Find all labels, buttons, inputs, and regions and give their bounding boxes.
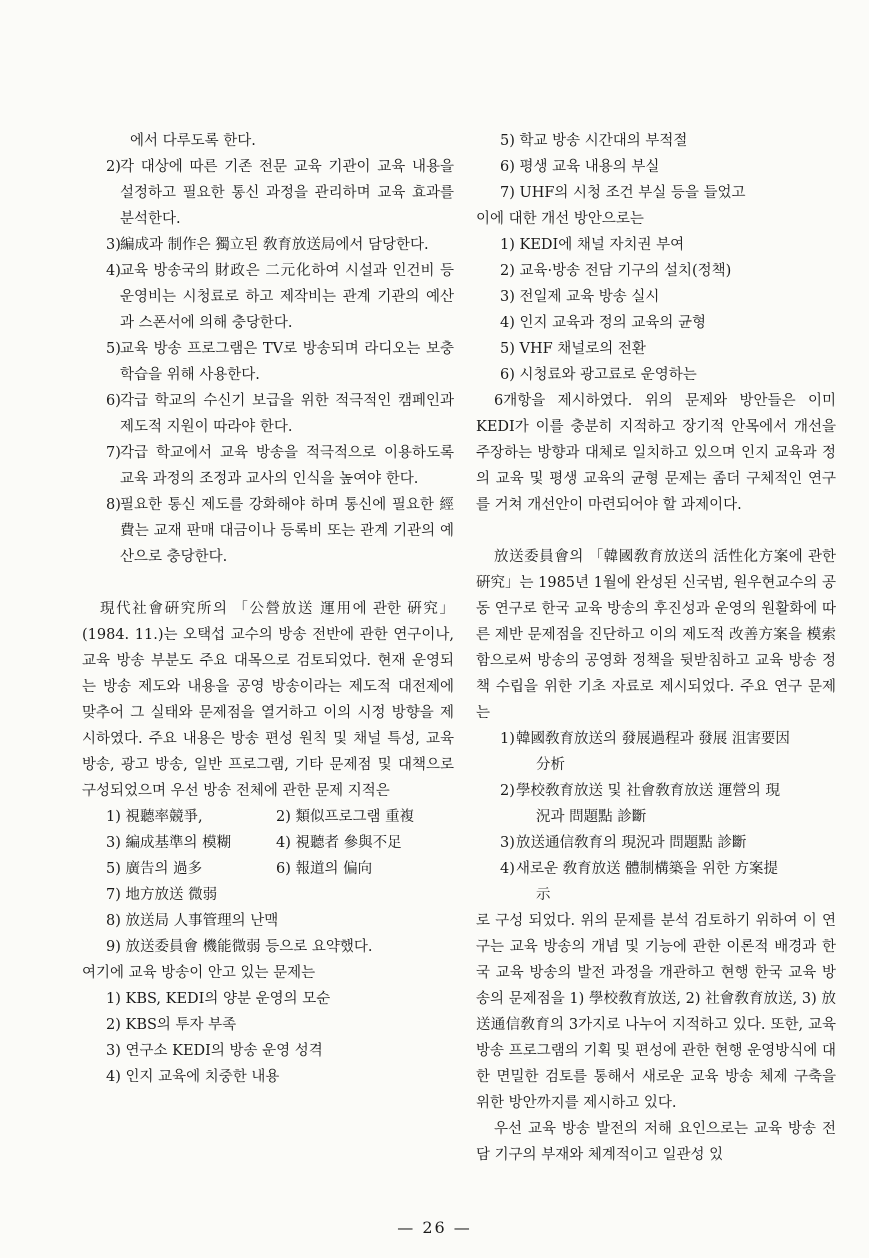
item-text-continuation: 分析	[536, 757, 565, 773]
item-number: 6)	[106, 393, 121, 409]
list-item: 1) KEDI에 채널 자치권 부여	[500, 237, 685, 253]
list-item: 5) 廣告의 過多	[106, 861, 203, 877]
list-item: 6) 報道의 偏向	[276, 861, 373, 877]
list-item: 2) 교육·방송 전담 기구의 설치(정책)	[500, 263, 732, 279]
item-number: 2)	[500, 783, 515, 799]
list-item: 7) 地方放送 微弱	[106, 887, 218, 903]
item-text: 각급 학교의 수신기 보급을 위한 적극적인 캠페인과 제도적 지원이 따라야 한다.	[120, 393, 454, 435]
list-item	[82, 492, 454, 570]
list-item: 3) 전일제 교육 방송 실시	[500, 289, 660, 305]
list-item: 2) KBS의 투자 부족	[106, 1017, 237, 1033]
list-item: 1) KBS, KEDI의 양분 운영의 모순	[106, 991, 331, 1007]
item-text: 교육 방송국의 財政은 二元化하여 시설과 인건비 등 운영비는 시청료로 하고 제작비는 관계 기관의 예산과 스폰서에 의해 충당한다.	[120, 263, 454, 331]
item-text: 새로운 敎育放送 體制構築을 위한 方案提	[516, 861, 778, 877]
list-item: 8) 放送局 人事管理의 난맥	[106, 913, 279, 929]
list-item	[82, 258, 454, 336]
item-number: 4)	[106, 263, 121, 279]
item-number: 2)	[106, 159, 121, 175]
paragraph: 6개항을 제시하였다. 위의 문제와 방안들은 이미 KEDI가 이를 충분히 지적하고 장기적 안목에서 개선을 주장하는 방향과 대체로 일치하고 있으며 인지 교육과 정의 교육 및 평생 교육의 균형 문제는 좀더 구체적인 연구를 거쳐 개선안이 마련되어야 할 과제이다.	[476, 393, 836, 513]
lead-line: 이에 대한 개선 방안으로는	[476, 211, 644, 227]
paragraph: 現代社會硏究所의 「公營放送 運用에 관한 硏究」(1984. 11.)는 오택섭 교수의 방송 전반에 관한 연구이나, 교육 방송 부분도 주요 대목으로 검토되었다. 현재 운영되는 방송 제도와 내용을 공영 방송이라는 제도적 대전제에 맞추어 그 실태와 문제점을 열거하고 이의 시정 방향을 제시하였다. 주요 내용은 방송 편성 원칙 및 채널 특성, 교육 방송, 광고 방송, 일반 프로그램, 기타 문제점 및 대책으로 구성되었으며 우선 방송 전체에 관한 문제 지적은	[82, 601, 454, 799]
list-item	[82, 388, 454, 440]
list-item: 5) 학교 방송 시간대의 부적절	[500, 133, 688, 149]
right-column	[476, 128, 836, 1168]
page-number: — 26 —	[397, 1218, 472, 1237]
item-text: 放送通信敎育의 現況과 問題點 診斷	[516, 835, 747, 851]
item-text: 韓國敎育放送의 發展過程과 發展 沮害要因	[516, 731, 790, 747]
list-item: 2) 類似프로그램 重複	[276, 809, 415, 825]
list-item	[476, 830, 836, 856]
list-item: 4) 視聽者 參與不足	[276, 835, 402, 851]
item-number: 7)	[106, 445, 121, 461]
list-item	[476, 856, 836, 908]
lead-line: 여기에 교육 방송이 안고 있는 문제는	[82, 965, 316, 981]
list-item	[82, 154, 454, 232]
item-number: 3)	[106, 237, 121, 253]
paragraph: 우선 교육 방송 발전의 저해 요인으로는 교육 방송 전담 기구의 부재와 체계적이고 일관성 있	[476, 1121, 836, 1163]
list-item: 4) 인지 교육과 정의 교육의 균형	[500, 315, 707, 331]
item-number: 1)	[500, 731, 515, 747]
list-item	[82, 440, 454, 492]
list-item: 3) 編成基準의 模糊	[106, 835, 232, 851]
left-column	[82, 128, 454, 1090]
item-text: 각 대상에 따른 기존 전문 교육 기관이 교육 내용을 설정하고 필요한 통신 과정을 관리하며 교육 효과를 분석한다.	[120, 159, 454, 227]
list-item	[476, 778, 836, 830]
list-item: 3) 연구소 KEDI의 방송 운영 성격	[106, 1043, 323, 1059]
list-item: 9) 放送委員會 機能微弱 등으로 요약했다.	[106, 939, 373, 955]
list-item: 1) 視聽率競爭,	[106, 809, 203, 825]
paragraph: 放送委員會의 「韓國敎育放送의 活性化方案에 관한 硏究」는 1985년 1월에 완성된 신국범, 원우현교수의 공동 연구로 한국 교육 방송의 후진성과 운영의 원활화에 따른 제반 문제점을 진단하고 이의 제도적 改善方案을 模索함으로써 방송의 공영화 정책을 뒷받침하고 교육 방송 정책 수립을 위한 기초 자료로 제시되었다. 주요 연구 문제는	[476, 549, 837, 721]
item-text-continuation: 況과 問題點 診斷	[536, 809, 647, 825]
item-text-continuation: 示	[536, 887, 551, 903]
item-text: 에서 다루도록 한다.	[130, 133, 256, 149]
item-text: 교육 방송 프로그램은 TV로 방송되며 라디오는 보충 학습을 위해 사용한다.	[120, 341, 454, 383]
item-text: 學校敎育放送 및 社會敎育放送 運營의 現	[516, 783, 780, 799]
item-text: 각급 학교에서 교육 방송을 적극적으로 이용하도록 교육 과정의 조정과 교사의 인식을 높여야 한다.	[120, 445, 454, 487]
item-number: 8)	[106, 497, 121, 513]
item-number: 3)	[500, 835, 515, 851]
list-item-continuation	[82, 128, 454, 154]
list-item	[82, 232, 454, 258]
item-text: 필요한 통신 제도를 강화해야 하며 통신에 필요한 經費는 교재 판매 대금이나 등록비 또는 관계 기관의 예산으로 충당한다.	[120, 497, 454, 565]
list-item: 6) 평생 교육 내용의 부실	[500, 159, 660, 175]
list-item: 7) UHF의 시청 조건 부실 등을 들었고	[500, 185, 746, 201]
list-item	[82, 336, 454, 388]
list-item: 5) VHF 채널로의 전환	[500, 341, 646, 357]
item-text: 編成과 制作은 獨立된 敎育放送局에서 담당한다.	[120, 237, 429, 253]
paragraph: 로 구성 되었다. 위의 문제를 분석 검토하기 위하여 이 연구는 교육 방송의 개념 및 기능에 관한 이론적 배경과 한국 교육 방송의 발전 과정을 개관하고 현행 한국 교육 방송의 문제점을 1) 學校敎育放送, 2) 社會敎育放送, 3) 放送通信敎育의 3가지로 나누어 지적하고 있다. 또한, 교육 방송 프로그램의 기획 및 편성에 관한 현행 운영방식에 대한 면밀한 검토를 통해서 새로운 교육 방송 체제 구축을 위한 방안까지를 제시하고 있다.	[476, 913, 836, 1111]
problem-list-pairs	[106, 804, 454, 882]
list-item: 4) 인지 교육에 치중한 내용	[106, 1069, 280, 1085]
list-item	[476, 726, 836, 778]
list-item: 6) 시청료와 광고료로 운영하는	[500, 367, 697, 383]
item-number: 4)	[500, 861, 515, 877]
item-number: 5)	[106, 341, 121, 357]
